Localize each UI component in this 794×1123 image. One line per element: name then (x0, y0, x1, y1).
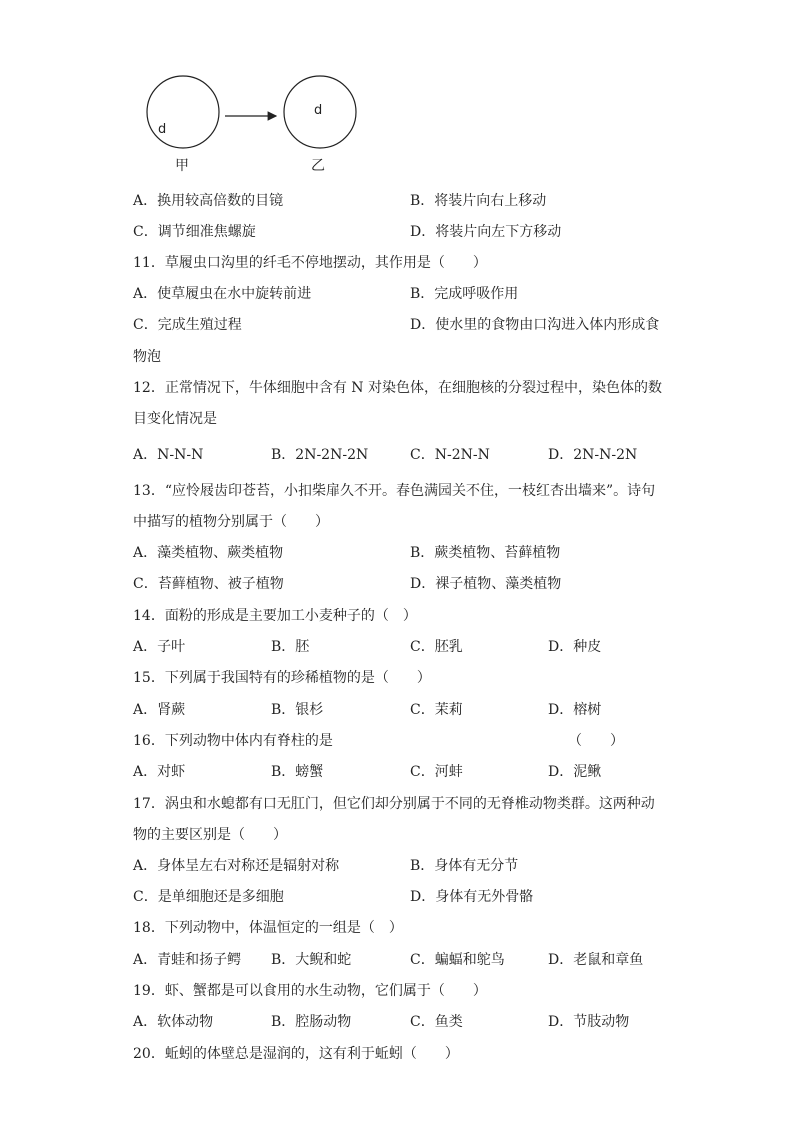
q17-option-b: B．身体有无分节 (410, 858, 519, 874)
q19-option-b: B．腔肠动物 (271, 1014, 352, 1030)
q13-option-b: B．蕨类植物、苔藓植物 (410, 545, 561, 561)
q11-stem: 11．草履虫口沟里的纤毛不停地摆动，其作用是（ ） (133, 255, 487, 271)
q16-answer-paren: （ ） (568, 733, 624, 749)
q13-stem-line2: 中描写的植物分别属于（ ） (133, 514, 329, 530)
q15-option-c: C．茉莉 (410, 702, 463, 718)
q16-stem: 16．下列动物中体内有脊柱的是 (133, 733, 333, 749)
q19-stem: 19．虾、蟹都是可以食用的水生动物，它们属于（ ） (133, 983, 487, 999)
q12-option-c: C．N-2N-N (410, 447, 490, 463)
q15-option-a: A．肾蕨 (133, 702, 186, 718)
q18-option-a: A．青蛙和扬子鳄 (133, 952, 242, 968)
q14-option-c: C．胚乳 (410, 639, 463, 655)
q15-option-b: B．银杉 (271, 702, 324, 718)
q18-option-d: D．老鼠和章鱼 (548, 952, 644, 968)
q11-option-c: C．完成生殖过程 (133, 317, 242, 333)
q13-stem-line1: 13．“应怜屐齿印苍苔，小扣柴扉久不开。春色满园关不住，一枝红杏出墙来”。诗句 (133, 483, 656, 499)
q12-option-b: B．2N-2N-2N (271, 447, 369, 463)
q13-option-c: C．苔藓植物、被子植物 (133, 576, 284, 592)
q17-option-c: C．是单细胞还是多细胞 (133, 889, 284, 905)
q17-option-a: A．身体呈左右对称还是辐射对称 (133, 858, 340, 874)
q17-option-d: D．身体有无外骨骼 (410, 889, 534, 905)
right-label: 乙 (311, 158, 325, 174)
q15-option-d: D．榕树 (548, 702, 602, 718)
q16-option-c: C．河蚌 (410, 764, 463, 780)
q19-option-a: A．软体动物 (133, 1014, 214, 1030)
microscope-diagram (140, 75, 370, 175)
q11-option-b: B．完成呼吸作用 (410, 286, 519, 302)
field-of-view-left (147, 76, 219, 148)
q14-option-b: B．胚 (271, 639, 310, 655)
q18-option-b: B．大鲵和蛇 (271, 952, 352, 968)
q14-option-d: D．种皮 (548, 639, 602, 655)
q10-option-a: A．换用较高倍数的目镜 (133, 193, 284, 209)
q10-option-b: B．将装片向右上移动 (410, 193, 547, 209)
left-label: 甲 (175, 158, 189, 174)
q10-option-d: D．将装片向左下方移动 (410, 224, 562, 240)
q19-option-d: D．节肢动物 (548, 1014, 630, 1030)
q14-stem: 14．面粉的形成是主要加工小麦种子的（ ） (133, 608, 417, 624)
q20-stem: 20．蚯蚓的体壁总是湿润的，这有利于蚯蚓（ ） (133, 1046, 459, 1062)
q12-option-d: D．2N-N-2N (548, 447, 638, 463)
q12-option-a: A．N-N-N (133, 447, 204, 463)
q18-stem: 18．下列动物中，体温恒定的一组是（ ） (133, 920, 403, 936)
q11-option-d: D．使水里的食物由口沟进入体内形成食 (410, 317, 660, 333)
q16-option-b: B．螃蟹 (271, 764, 324, 780)
q16-option-d: D．泥鳅 (548, 764, 602, 780)
q18-option-c: C．蝙蝠和鸵鸟 (410, 952, 505, 968)
q12-stem-line1: 12．正常情况下，牛体细胞中含有 N 对染色体，在细胞核的分裂过程中，染色体的数 (133, 380, 662, 396)
q11-option-a: A．使草履虫在水中旋转前进 (133, 286, 312, 302)
q17-stem-line2: 物的主要区别是（ ） (133, 827, 287, 843)
q10-option-c: C．调节细准焦螺旋 (133, 224, 256, 240)
q17-stem-line1: 17．涡虫和水螅都有口无肛门，但它们却分别属于不同的无脊椎动物类群。这两种动 (133, 796, 655, 812)
q14-option-a: A．子叶 (133, 639, 186, 655)
q13-option-a: A．藻类植物、蕨类植物 (133, 545, 284, 561)
q19-option-c: C．鱼类 (410, 1014, 463, 1030)
left-letter: d (158, 122, 167, 137)
right-letter: d (314, 103, 323, 118)
q12-stem-line2: 目变化情况是 (133, 411, 217, 427)
q11-option-d-continued: 物泡 (133, 349, 161, 365)
q15-stem: 15．下列属于我国特有的珍稀植物的是（ ） (133, 670, 431, 686)
q16-option-a: A．对虾 (133, 764, 186, 780)
q13-option-d: D．裸子植物、藻类植物 (410, 576, 562, 592)
